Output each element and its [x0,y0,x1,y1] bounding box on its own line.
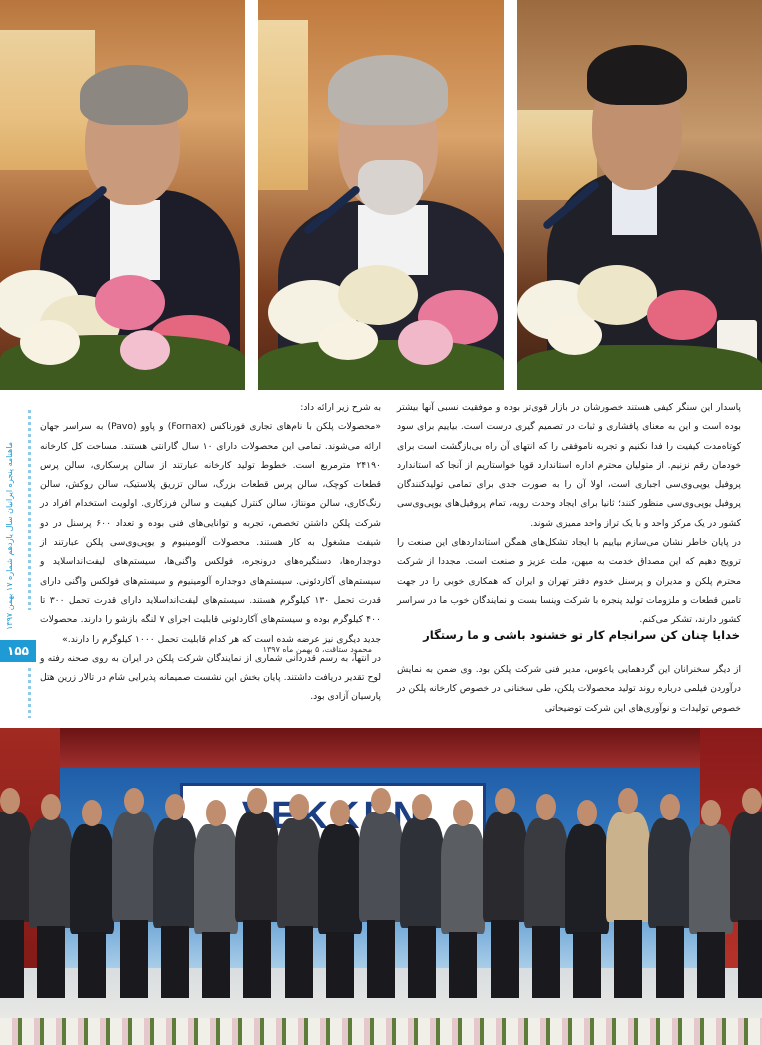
person-head [742,788,762,814]
page-number: ۱۵۵ [0,640,36,662]
person-body [524,818,568,928]
person-head [618,788,638,814]
person-body [235,812,279,922]
person-body [400,818,444,928]
person-body [648,818,692,928]
speaker-photo-middle [258,0,504,390]
article-column-left [40,398,381,707]
article-column-right [397,398,741,630]
person-body [29,818,73,928]
person-body [359,812,403,922]
person-head [660,794,680,820]
article-closing [397,660,741,718]
paragraph: از دیگر سخنرانان این گردهمایی یاعوس، مدیر فنی شرکت پلکن بود. وی ضمن به نمایش درآوردن فیلمی درباره روند تولید محصولات پلکن، طی سخنانی در خصوص کارخانه پلکن در خصوص تولیدات و نوآوری‌های این شرکت توضیحاتی [397,664,741,714]
person-head [701,800,721,826]
person-legs [285,926,313,998]
person-body [689,824,733,934]
person-body [318,824,362,934]
person-body [730,812,762,922]
person-legs [202,932,230,998]
person-legs [37,926,65,998]
person-body [483,812,527,922]
person-legs [367,920,395,998]
person-head [412,794,432,820]
poem-heading: خدایا چنان کن سرانجام کار تو خشنود باشی و ما رستگار [423,628,740,642]
person-head [577,800,597,826]
person-body [194,824,238,934]
person-legs [738,920,762,998]
person-legs [573,932,601,998]
speaker-photo-right [517,0,762,390]
person-body [112,812,156,922]
group-photo [0,728,762,1045]
person-head [0,788,20,814]
person-head [330,800,350,826]
person-head [41,794,61,820]
speaker-photo-left [0,0,245,390]
person-head [495,788,515,814]
person-body [606,812,650,922]
person-head [206,800,226,826]
person-legs [449,932,477,998]
person-legs [0,920,24,998]
person-legs [408,926,436,998]
person-legs [491,920,519,998]
flower-arrangement [258,260,504,390]
person-legs [78,932,106,998]
person-legs [532,926,560,998]
person-head [453,800,473,826]
person-legs [326,932,354,998]
author-signature: محمود ستاقت، ۵ بهمن ماه ۱۳۹۷ [262,645,372,654]
person-head [247,788,267,814]
person-body [277,818,321,928]
person-body [153,818,197,928]
paragraph: در انتها، به رسم قدردانی شماری از نمایندگان شرکت پلکن در ایران به روی صحنه رفته و لوح تقدیر دریافت داشتند. پایان بخش این نشست صمیمانه پذیرایی شام در تالار زرین هتل پارسیان آزادی بود. [40,652,381,703]
person-head [371,788,391,814]
flower-arrangement [0,260,245,390]
person-legs [697,932,725,998]
person-head [124,788,144,814]
person-body [565,824,609,934]
magazine-issue-label: ماهنامه پنجره ایرانیان سال یازدهم شماره ۱۷ بهمن ۱۳۹۷ [5,442,14,630]
paragraph: «محصولات پلکن با نام‌های تجاری فورناکس (Fornax) و پاوو (Pavo) به سراسر جهان ارائه می‌شوند. تمامی این محصولات دارای ۱۰ سال گارانتی هستند. مساحت کل کارخانه ۲۴۱۹۰ مترمربع است. خطوط تولید کارخانه عبارتند از سالن پرسکاری، سالن پرس قطعات کوچک، سالن پرس قطعات بزرگ، سالن تزریق پلاستیک، سالن روکش، سالن رنگ‌کاری، سالن مونتاژ، سالن کنترل کیفیت و سالن فرزکاری. اولویت استخدام افراد در شرکت پلکن داشتن تخصص، تجربه و توانایی‌های فنی بوده و تعداد ۶۰۰ پرسنل در دو شیفت مشغول به کار هستند. محصولات آلومینیوم و یو‌پی‌وی‌سی پلکن عبارتند از دوجداره‌ها، دستگیره‌های درونجره، فولکس واگنی‌ها، سیستم‌های لیفت‌اند‌اسلاید و سیستم‌های آکاردئونی. سیستم‌های دوجداره آلومینیوم و سیستم‌های فولکس واگنی دارای قدرت تحمل ۱۳۰ کیلوگرم هستند. سیستم‌های لیفت‌اند‌اسلاید دارای قدرت تحمل ۳۰۰ تا ۴۰۰ کیلوگرم بوده و سیستم‌های آکاردئونی قابلیت اجرای ۷ لنگه بازشو را دارند. محصولات جدید دیگری نیز عرضه شده است که هر کدام قابلیت تحمل ۱۰۰۰ کیلوگرم را دارند.» [40,421,382,645]
person-head [82,800,102,826]
paragraph: پاسدار این سنگر کیفی هستند خصورشان در بازار قوی‌تر بوده و موفقیت نسبی آنها بیشتر بوده است و این به معنای پافشاری و ثبات در تصمیم گیری درست است. بیاییم برای سود کوتاه‌مدت کیفیت را فدا نکنیم و تجربه ناموفقی را که انتهای آن راه بی‌بازگشت است برای خودمان رقم نزنیم. از متولیان محترم اداره استاندارد قویا خواستاریم از آنجا که استاندارد پروفیل یو‌پی‌وی‌سی اجباری است، اولا آن را به صورت جدی برای تمامی تولیدکنندگان پروفیل یو‌پی‌وی‌سی منظور کنند؛ ثانیا برای ایجاد وحدت رویه، تمام پروفیل‌های یو‌پی‌وی‌سی کشور در یک مرکز واحد و با یک تراز واحد ممیزی شوند. [397,402,741,529]
person-figure [728,788,762,998]
flower-arrangement [517,260,762,390]
person-head [536,794,556,820]
dotted-divider [28,410,31,610]
person-legs [161,926,189,998]
person-legs [243,920,271,998]
dotted-divider [28,668,31,718]
person-legs [614,920,642,998]
paragraph: به شرح زیر ارائه داد: [300,402,381,413]
person-head [289,794,309,820]
person-body [441,824,485,934]
paragraph: در پایان خاطر نشان می‌سازم بیاییم با ایجاد تشکل‌های همگن استانداردهای این صنعت را ترویج دهیم که این مصداق خدمت به میهن، ملت عزیز و صنعت است. مجددا از شرکت محترم پلکن و مدیران و پرسنل خدوم دفتر تهران و ایران که همکاری خوبی را در جهت تامین قطعات و ملزومات تولید پنجره با شرکت وینسا بست و نمایندگان خوب ما در سراسر کشور دارند، تشکر می‌کنم. [397,537,741,626]
person-legs [120,920,148,998]
person-head [165,794,185,820]
person-legs [656,926,684,998]
person-body [70,824,114,934]
